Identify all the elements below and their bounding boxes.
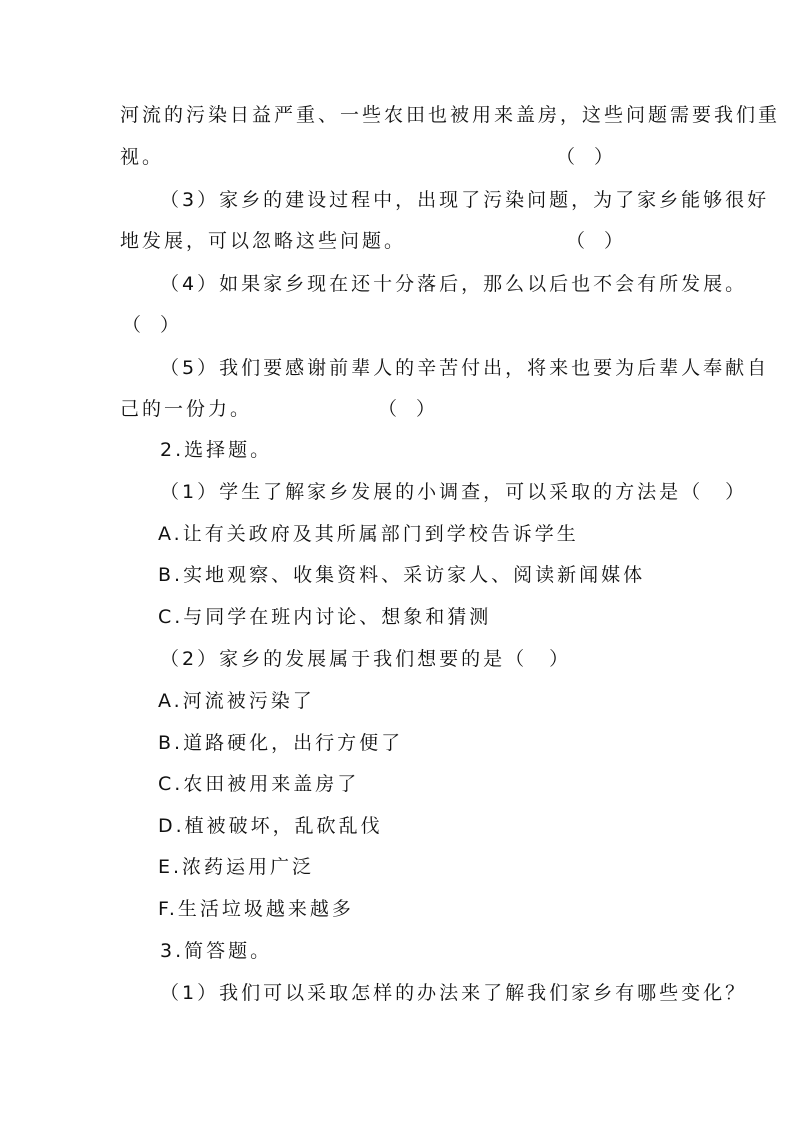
choice-q1-option-a: A.让有关政府及其所属部门到学校告诉学生	[158, 523, 579, 545]
judgment-item-4-line-1: （4）如果家乡现在还十分落后，那么以后也不会有所发展。	[160, 273, 748, 295]
judgment-item-4-answer-blank: （ ）	[122, 314, 180, 336]
choice-q1-option-b: B.实地观察、收集资料、采访家人、阅读新闻媒体	[158, 564, 646, 586]
judgment-item-2-continued-line-1: 河流的污染日益严重、一些农田也被用来盖房，这些问题需要我们重	[120, 104, 781, 126]
judgment-item-3-line-1: （3）家乡的建设过程中，出现了污染问题，为了家乡能够很好	[160, 189, 770, 211]
choice-q2-option-e: E.浓药运用广泛	[158, 856, 315, 878]
judgment-item-5-answer-blank: （ ）	[378, 398, 436, 420]
short-answer-section-heading: 3.简答题。	[160, 940, 273, 962]
judgment-item-5-line-1: （5）我们要感谢前辈人的辛苦付出，将来也要为后辈人奉献自	[160, 357, 770, 379]
choice-q2-option-a: A.河流被污染了	[158, 690, 315, 712]
choice-section-heading: 2.选择题。	[160, 439, 273, 461]
judgment-item-2-answer-blank: （ ）	[556, 146, 614, 168]
choice-q1-stem: （1）学生了解家乡发展的小调查，可以采取的方法是（ ）	[160, 481, 748, 503]
short-answer-q1: （1）我们可以采取怎样的办法来了解我们家乡有哪些变化？	[160, 982, 748, 1004]
judgment-item-3-line-2: 地发展，可以忽略这些问题。	[120, 230, 407, 252]
choice-q2-option-c: C.农田被用来盖房了	[158, 773, 360, 795]
choice-q2-option-b: B.道路硬化，出行方便了	[158, 732, 404, 754]
choice-q2-stem: （2）家乡的发展属于我们想要的是（ ）	[160, 648, 572, 670]
choice-q1-option-c: C.与同学在班内讨论、想象和猜测	[158, 606, 492, 628]
choice-q2-option-f: F.生活垃圾越来越多	[158, 898, 354, 920]
judgment-item-2-continued-line-2: 视。	[120, 146, 165, 168]
judgment-item-3-answer-blank: （ ）	[566, 230, 624, 252]
judgment-item-5-line-2: 己的一份力。	[120, 398, 253, 420]
choice-q2-option-d: D.植被破坏，乱砍乱伐	[158, 815, 383, 837]
